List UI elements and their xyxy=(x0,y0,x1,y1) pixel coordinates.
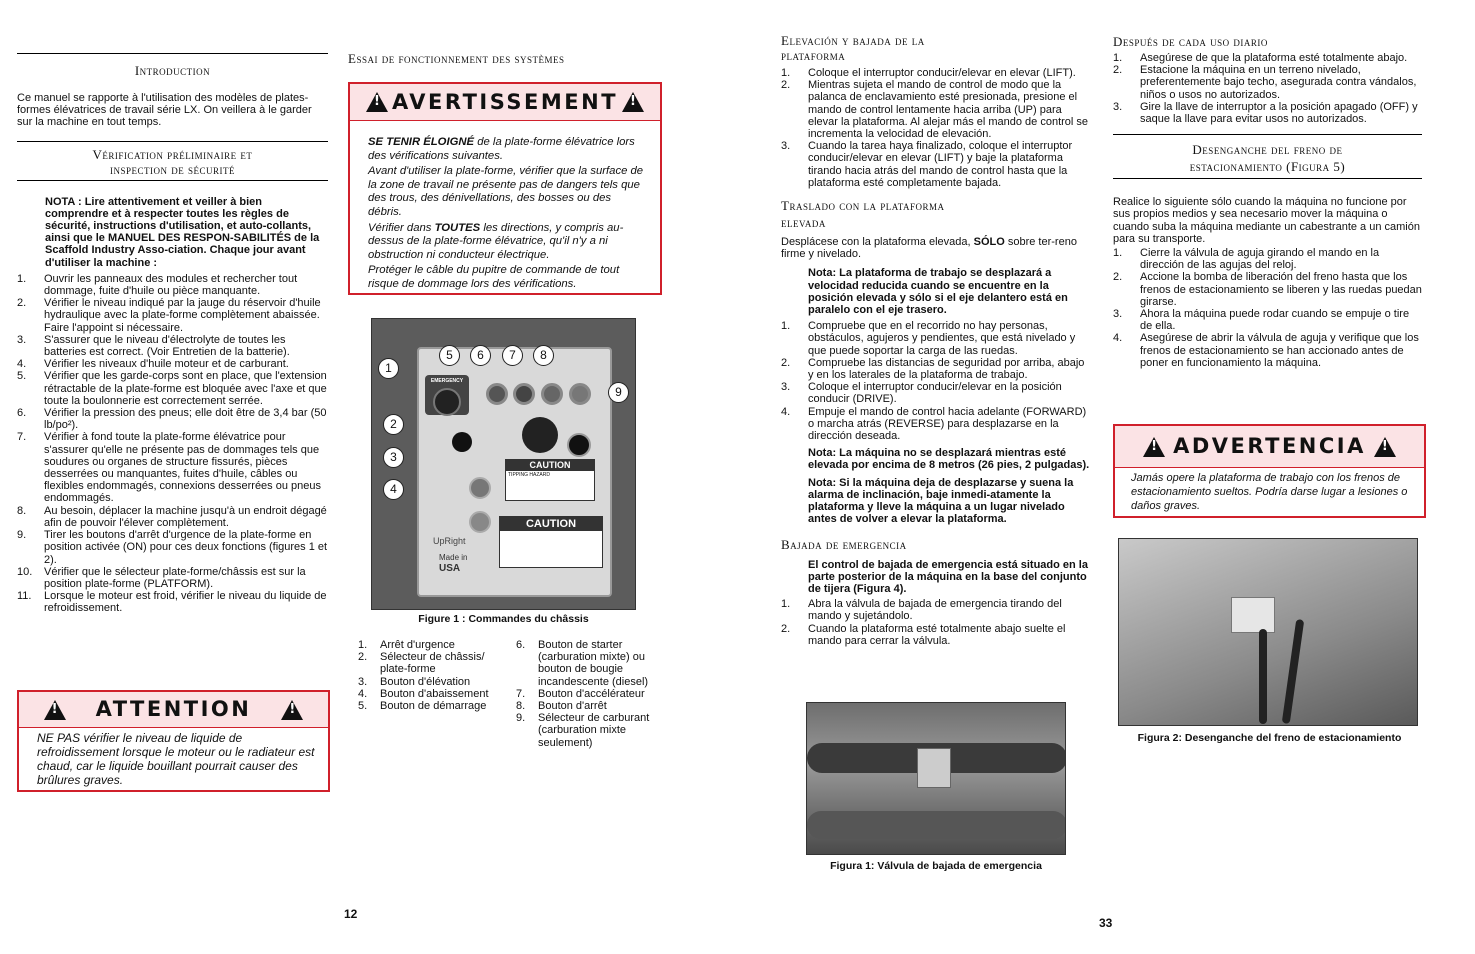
list-item: 4. Asegúrese de abrir la válvula de aguja y verifique que los frenos de estacionamiento se han accionado antes de poner en funcionamiento la máquina. xyxy=(1113,332,1419,369)
attention-title: ATTENTION xyxy=(95,697,252,722)
caution-label-1: CAUTION TIPPING HAZARD xyxy=(505,459,595,501)
verif-title: Vérification préliminaire et inspection de sécurité xyxy=(17,141,328,181)
tras-note-1: Nota: La plataforma de trabajo se desplazará a velocidad reducida cuando se encuentre en la posición elevada y sólo si el eje delantero está en paralelo con el eje trasero. xyxy=(808,267,1068,317)
avertissement-title: AVERTISSEMENT xyxy=(391,89,619,114)
chassis-controls-photo xyxy=(371,318,636,610)
callout-8: 8 xyxy=(533,345,554,366)
essai-title: Essai de fonctionnement des systèmes xyxy=(348,51,565,66)
brake-release-photo xyxy=(1118,538,1418,726)
down-button xyxy=(469,511,491,533)
callout-2: 2 xyxy=(383,414,404,435)
baj-steps xyxy=(781,598,1091,647)
list-item: 2. Sélecteur de châssis/ plate-forme xyxy=(358,651,485,676)
avertissement-box xyxy=(348,82,662,295)
list-item: 5. Bouton de démarrage xyxy=(358,700,487,713)
callout-3: 3 xyxy=(383,447,404,468)
list-item: 4. Empuje el mando de control hacia adelante (FORWARD) o marcha atrás (REVERSE) para desplazarse en la dirección deseada. xyxy=(781,405,1087,443)
list-item: 8. Bouton d'arrêt xyxy=(516,700,607,713)
control-panel: EMERGENCY CAUTION TIPPING HAZARD CAUTION UpRight Made in USA xyxy=(417,347,612,597)
list-item: 9. Sélecteur de carburant (carburation mixte seulement) xyxy=(516,712,650,749)
attention-box xyxy=(17,690,330,792)
tras-note-3: Nota: Si la máquina deja de desplazarse y suena la alarma de inclinación, baje inmedi-atamente la plataforma y lleve la máquina a un lugar nivelado antes de volver a elevar la plataforma. xyxy=(808,476,1074,526)
callout-1: 1 xyxy=(378,358,399,379)
caution-label-2: CAUTION xyxy=(499,516,603,568)
list-item: 2. Mientras sujeta el mando de control de modo que la palanca de enclavamiento esté presionada, presione el mando de control lentamente hacia arriba (UP) para elevar la plataforma. Al alejar más el mando de control se incrementa la velocidad de elevación. xyxy=(781,79,1089,141)
legend-left xyxy=(358,639,508,712)
fig1-es-caption: Figura 1: Válvula de bajada de emergencia xyxy=(830,860,1042,872)
up-button xyxy=(469,477,491,499)
list-item: 1. Coloque el interruptor conducir/elevar en elevar (LIFT). xyxy=(781,67,1076,79)
left-column-2 xyxy=(348,0,662,749)
list-item: 1. Abra la válvula de bajada de emergencia tirando del mando y sujetándolo. xyxy=(781,598,1062,623)
tras-steps xyxy=(781,320,1091,442)
list-item: 3. Bouton d'élévation xyxy=(358,675,471,688)
list-item: 1. Cierre la válvula de aguja girando el mando en la dirección de las agujas del reloj. xyxy=(1113,247,1380,272)
warning-icon xyxy=(281,700,303,720)
deseng-steps xyxy=(1113,247,1423,369)
legend-right xyxy=(516,639,662,749)
desp-title: Después de cada uso diario xyxy=(1113,34,1268,49)
emergency-stop-button: EMERGENCY xyxy=(425,375,469,415)
page-number-left: 12 xyxy=(344,907,358,921)
right-column-1 xyxy=(781,0,1091,872)
button-7 xyxy=(541,383,563,405)
callout-6: 6 xyxy=(470,345,491,366)
button-8 xyxy=(569,383,591,405)
list-item: 11. Lorsque le moteur est froid, vérifier le niveau du liquide de refroidissement. xyxy=(17,590,327,615)
list-item: 3. Coloque el interruptor conducir/elevar en la posición conducir (DRIVE). xyxy=(781,381,1062,406)
warning-icon xyxy=(366,92,388,112)
upright-logo: UpRight xyxy=(433,536,466,546)
tras-title-2: elevada xyxy=(781,215,826,231)
list-item: 2. Accione la bomba de liberación del freno hasta que los frenos de estacionamiento se liberen y las ruedas puedan girarse. xyxy=(1113,271,1422,308)
advertencia-title: ADVERTENCIA xyxy=(1173,434,1366,459)
list-item: 10. Vérifier que le sélecteur plate-forme/châssis est sur la position plate-forme (PLATFORM). xyxy=(17,565,306,590)
list-item: 1. Asegúrese de que la plataforma esté totalmente abajo. xyxy=(1113,52,1408,64)
warning-icon xyxy=(622,92,644,112)
list-item: 7. Vérifier à fond toute la plate-forme élévatrice pour s'assurer qu'elle ne présente pas de dommages tels que soudures ou organes de structure fissurés, pièces desserrées ou manquantes, fuites d'huile, câbles ou flexibles endommagés, connexions desserrées ou pneus endommagés. xyxy=(17,431,321,505)
warning-icon xyxy=(1143,437,1165,457)
avert-p4: Protéger le câble du pupitre de commande de tout risque de dommage lors des vérifications. xyxy=(368,264,620,290)
emergency-valve-photo xyxy=(806,702,1066,855)
fig2-caption: Figura 2: Desenganche del freno de estacionamiento xyxy=(1137,732,1402,744)
warning-icon xyxy=(44,700,66,720)
list-item: 8. Au besoin, déplacer la machine jusqu'à un endroit dégagé afin de pouvoir l'élever complètement. xyxy=(17,504,327,529)
note-text: NOTA : Lire attentivement et veiller à bien comprendre et à respecter toutes les règles de sécurité, instructions d'utilisation, et auto-collants, ainsi que le MANUEL DES RESPON-SABILITÉS de la Scaffold Industry Asso-ciation. Chaque jour avant d'utiliser la machine : xyxy=(45,195,320,269)
list-item: 2. Estacione la máquina en un terreno nivelado, preferentemente bajo techo, asegurada contra vándalos, niños o usos no autorizados. xyxy=(1113,64,1417,101)
button-5 xyxy=(486,383,508,405)
page-number-right: 33 xyxy=(1099,916,1113,930)
list-item: 5. Vérifier que les garde-corps sont en place, que l'extension rétractable de la plate-forme est bloquée avec l'axe et que toute la boulonnerie est correctement serrée. xyxy=(17,370,327,407)
elev-steps xyxy=(781,67,1091,189)
list-item: 1. Compruebe que en el recorrido no hay personas, obstáculos, agujeros y pendientes, que está nivelado y que puede soportar la carga de las ruedas. xyxy=(781,320,1076,357)
warning-icon xyxy=(1374,437,1396,457)
list-item: 4. Vérifier les niveaux d'huile moteur et de carburant. xyxy=(17,358,289,371)
list-item: 4. Bouton d'abaissement xyxy=(358,687,489,700)
list-item: 2. Compruebe las distancias de seguridad por arriba, abajo y en los laterales de la plataforma de trabajo. xyxy=(781,356,1085,382)
list-item: 3. Gire la llave de interruptor a la posición apagado (OFF) y saque la llave para evitar usos no autorizados. xyxy=(1113,100,1418,126)
list-item: 6. Bouton de starter (carburation mixte) ou bouton de bougie incandescente (diesel) xyxy=(516,639,649,688)
button-6 xyxy=(513,383,535,405)
desp-steps xyxy=(1113,52,1423,125)
right-column-2 xyxy=(1113,0,1423,744)
list-item: 3. Ahora la máquina puede rodar cuando se empuje o tire de ella. xyxy=(1113,308,1410,333)
list-item: 2. Cuando la plataforma esté totalmente abajo suelte el mando para cerrar la válvula. xyxy=(781,622,1066,647)
avert-p2: Avant d'utiliser la plate-forme, vérifier que la surface de la zone de travail ne présente pas de dangers tels que des trous, des dénivellations, des bosses ou des débris. xyxy=(368,165,644,218)
valve-icon xyxy=(917,748,951,788)
callout-9: 9 xyxy=(608,382,629,403)
avert-p1: SE TENIR ÉLOIGNÉ de la plate-forme élévatrice lors des vérifications suivantes. xyxy=(368,136,635,162)
list-item: 1. Ouvrir les panneaux des modules et rechercher tout dommage, fuite d'huile ou pièce manquante. xyxy=(17,272,298,298)
list-item: 7. Bouton d'accélérateur xyxy=(516,687,645,700)
baj-note: El control de bajada de emergencia está situado en la parte posterior de la máquina en la base del conjunto de tijera (Figura 4). xyxy=(808,558,1088,595)
elev-title-2: plataforma xyxy=(781,48,846,63)
tras-title-1: Traslado con la plataforma xyxy=(781,198,945,214)
deseng-title: Desenganche del freno de estacionamiento (Figura 5) xyxy=(1113,134,1422,179)
intro-text: Ce manuel se rapporte à l'utilisation des modèles de plates-formes élévatrices de travail série LX. On veillera à le garder sur la machine en tout temps. xyxy=(17,92,312,129)
avert-p3: Vérifier dans TOUTES les directions, y compris au-dessus de la plate-forme élévatrice, qu'il n'y a ni obstruction ni conducteur électrique. xyxy=(368,221,624,261)
fig1-caption: Figure 1 : Commandes du châssis xyxy=(418,613,589,625)
tras-intro: Desplácese con la plataforma elevada, SÓLO sobre ter-reno firme y nivelado. xyxy=(781,236,1077,261)
list-item: 3. S'assurer que le niveau d'électrolyte de toutes les batteries est correct. (Voir Entretien de la batterie). xyxy=(17,333,290,359)
callout-4: 4 xyxy=(383,479,404,500)
attention-text: NE PAS vérifier le niveau de liquide de refroidissement lorsque le moteur ou le radiateur est chaud, car le liquide bouillant pourrait causer des brûlures graves. xyxy=(37,731,315,787)
advertencia-box xyxy=(1113,424,1426,518)
tras-note-2: Nota: La máquina no se desplazará mientras esté elevada por encima de 8 metros (26 pies, 2 pulgadas). xyxy=(808,447,1090,472)
left-column-1 xyxy=(17,0,328,787)
list-item: 9. Tirer les boutons d'arrêt d'urgence de la plate-forme en position activée (ON) pour ces deux fonctions (figures 1 et 2). xyxy=(17,529,328,566)
advertencia-text: Jamás opere la plataforma de trabajo con los frenos de estacionamiento sueltos. Podría darse lugar a lesiones o daños graves. xyxy=(1131,472,1408,512)
list-item: 6. Vérifier la pression des pneus; elle doit être de 3,4 bar (50 lb/po²). xyxy=(17,407,327,432)
callout-7: 7 xyxy=(502,345,523,366)
brake-valve-icon xyxy=(1231,597,1275,633)
list-item: 3. Cuando la tarea haya finalizado, coloque el interruptor conducir/elevar en elevar (LIFT) y baje la plataforma tirando hacia atrás del mando de control hasta que la plataforma esté completamente bajada. xyxy=(781,140,1073,189)
hour-meter xyxy=(522,417,558,453)
intro-title: Introduction xyxy=(134,63,211,78)
fuel-selector xyxy=(567,433,591,457)
deseng-intro: Realice lo siguiente sólo cuando la máquina no funcione por sus propios medios y sea necesario mover la máquina o cuando suba la máquina mediante un cabestrante a un camión para su transporte. xyxy=(1113,196,1420,245)
chassis-selector xyxy=(452,432,472,452)
baj-title: Bajada de emergencia xyxy=(781,536,907,552)
elev-title-1: Elevación y bajada de la xyxy=(781,33,925,48)
list-item: 1. Arrêt d'urgence xyxy=(358,639,455,651)
callout-5: 5 xyxy=(439,345,460,366)
check-steps xyxy=(17,273,328,615)
list-item: 2. Vérifier le niveau indiqué par la jauge du réservoir d'huile hydraulique avec la plate-forme complètement abaissée. Faire l'appoint si nécessaire. xyxy=(17,297,321,334)
